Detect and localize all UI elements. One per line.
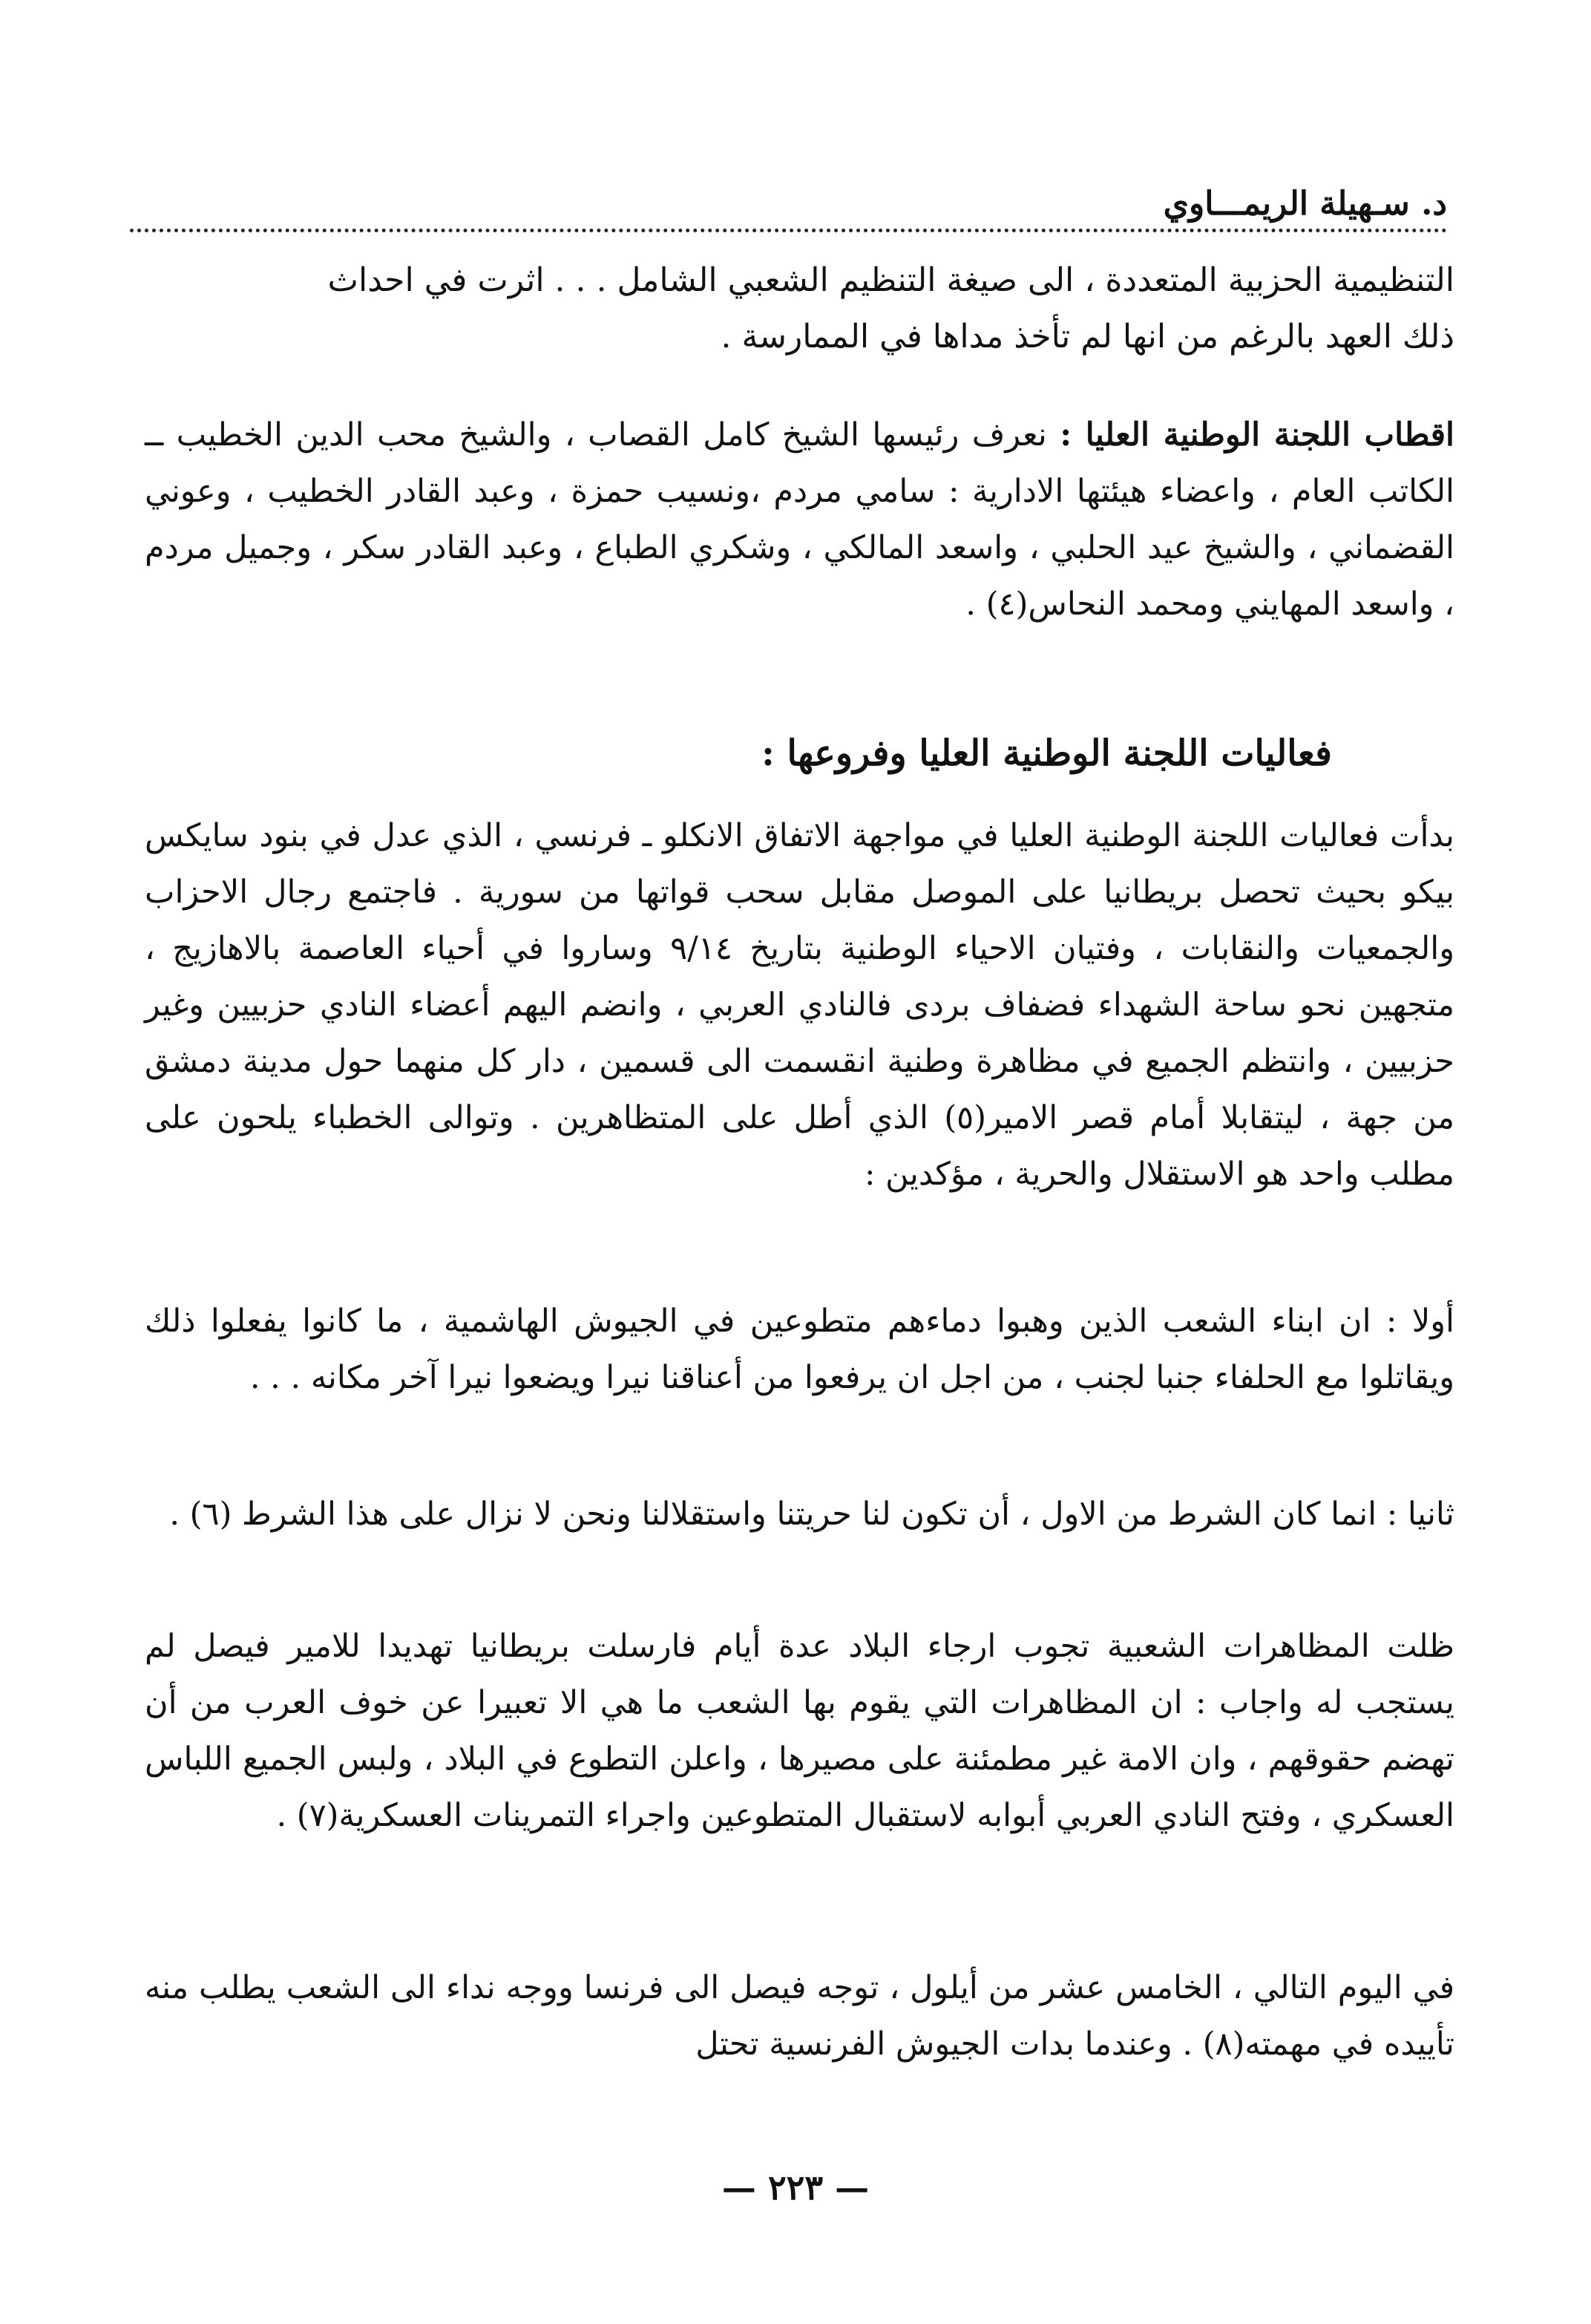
running-header <box>130 169 1447 232</box>
paragraph: أولا : ان ابناء الشعب الذين وهبوا دماءهم متطوعين في الجيوش الهاشمية ، ما كانوا يفعلوا ذلك ويقاتلوا مع الحلفاء جنبا لجنب ، من اجل ان يرفعوا من أعناقنا نيرا ويضعوا نيرا آخر مكانه . . . <box>145 1303 1454 1396</box>
paragraph-text: نعرف رئيسها الشيخ كامل القصاب ، والشيخ محب الدين الخطيب ــ الكاتب العام ، واعضاء هيئتها الادارية : سامي مردم ،ونسيب حمزة ، وعبد القادر الخطيب ، وعوني القضماني ، والشيخ عيد الحلبي ، واسعد المالكي ، وشكري الطباع ، وعبد القادر سكر ، وجميل مردم ، واسعد المهايني ومحمد النحاس(٤) . <box>145 416 1454 623</box>
paragraph-1 <box>145 808 1454 1202</box>
intro-text <box>145 252 1454 365</box>
section-heading: فعاليات اللجنة الوطنية العليا وفروعها : <box>761 733 1332 774</box>
paragraph <box>145 407 1454 632</box>
text-line: التنظيمية الحزبية المتعددة ، الى صيغة التنظيم الشعبي الشامل . . . اثرت في احداث <box>327 261 1454 299</box>
paragraph: في اليوم التالي ، الخامس عشر من أيلول ، توجه فيصل الى فرنسا ووجه نداء الى الشعب يطلب منه تأييده في مهمته(٨) . وعندما بدات الجيوش الفرنسية تحتل <box>145 1969 1454 2063</box>
paragraph: ثانيا : انما كان الشرط من الاول ، أن تكون لنا حريتنا واستقلالنا ونحن لا نزال على هذا الشرط (٦) . <box>169 1496 1454 1533</box>
page-number-value: ٢٢٣ <box>767 2167 824 2207</box>
section-inline-title: اقطاب اللجنة الوطنية العليا : <box>1060 416 1454 454</box>
paragraph-2 <box>145 1293 1454 1406</box>
text-line: ذلك العهد بالرغم من انها لم تأخذ مداها في الممارسة . <box>721 318 1454 356</box>
page-number: — ٢٢٣ — <box>721 2167 870 2207</box>
author-name: د. سـهيلة الريمـــاوي <box>1163 185 1447 223</box>
leaders-paragraph <box>145 407 1454 632</box>
paragraph-5 <box>145 1960 1454 2072</box>
paragraph-4 <box>145 1618 1454 1844</box>
paragraph: ظلت المظاهرات الشعبية تجوب ارجاء البلاد عدة أيام فارسلت بريطانيا تهديدا للامير فيصل لم يستجب له واجاب : ان المظاهرات التي يقوم بها الشعب ما هي الا تعبيرا عن خوف العرب من أن تهضم حقوقهم ، وان الامة غير مطمئنة على مصيرها ، واعلن التطوع في البلاد ، ولبس الجميع اللباس العسكري ، وفتح النادي العربي أبوابه لاستقبال المتطوعين واجراء التمرينات العسكرية(٧) . <box>145 1628 1454 1834</box>
paragraph-3 <box>145 1486 1454 1542</box>
paragraph: بدأت فعاليات اللجنة الوطنية العليا في مواجهة الاتفاق الانكلو ـ فرنسي ، الذي عدل في بنود سايكس بيكو بحيث تحصل بريطانيا على الموصل مقابل سحب قواتها من سورية . فاجتمع رجال الاحزاب والجمعيات والنقابات ، وفتيان الاحياء الوطنية بتاريخ ٩/١٤ وساروا في أحياء العاصمة بالاهازيج ، متجهين نحو ساحة الشهداء فضفاف بردى فالنادي العربي ، وانضم اليهم أعضاء النادي حزبيين وغير حزبيين ، وانتظم الجميع في مظاهرة وطنية انقسمت الى قسمين ، دار كل منهما حول مدينة دمشق من جهة ، ليتقابلا أمام قصر الامير(٥) الذي أطل على المتظاهرين . وتوالى الخطباء يلحون على مطلب واحد هو الاستقلال والحرية ، مؤكدين : <box>145 817 1454 1193</box>
